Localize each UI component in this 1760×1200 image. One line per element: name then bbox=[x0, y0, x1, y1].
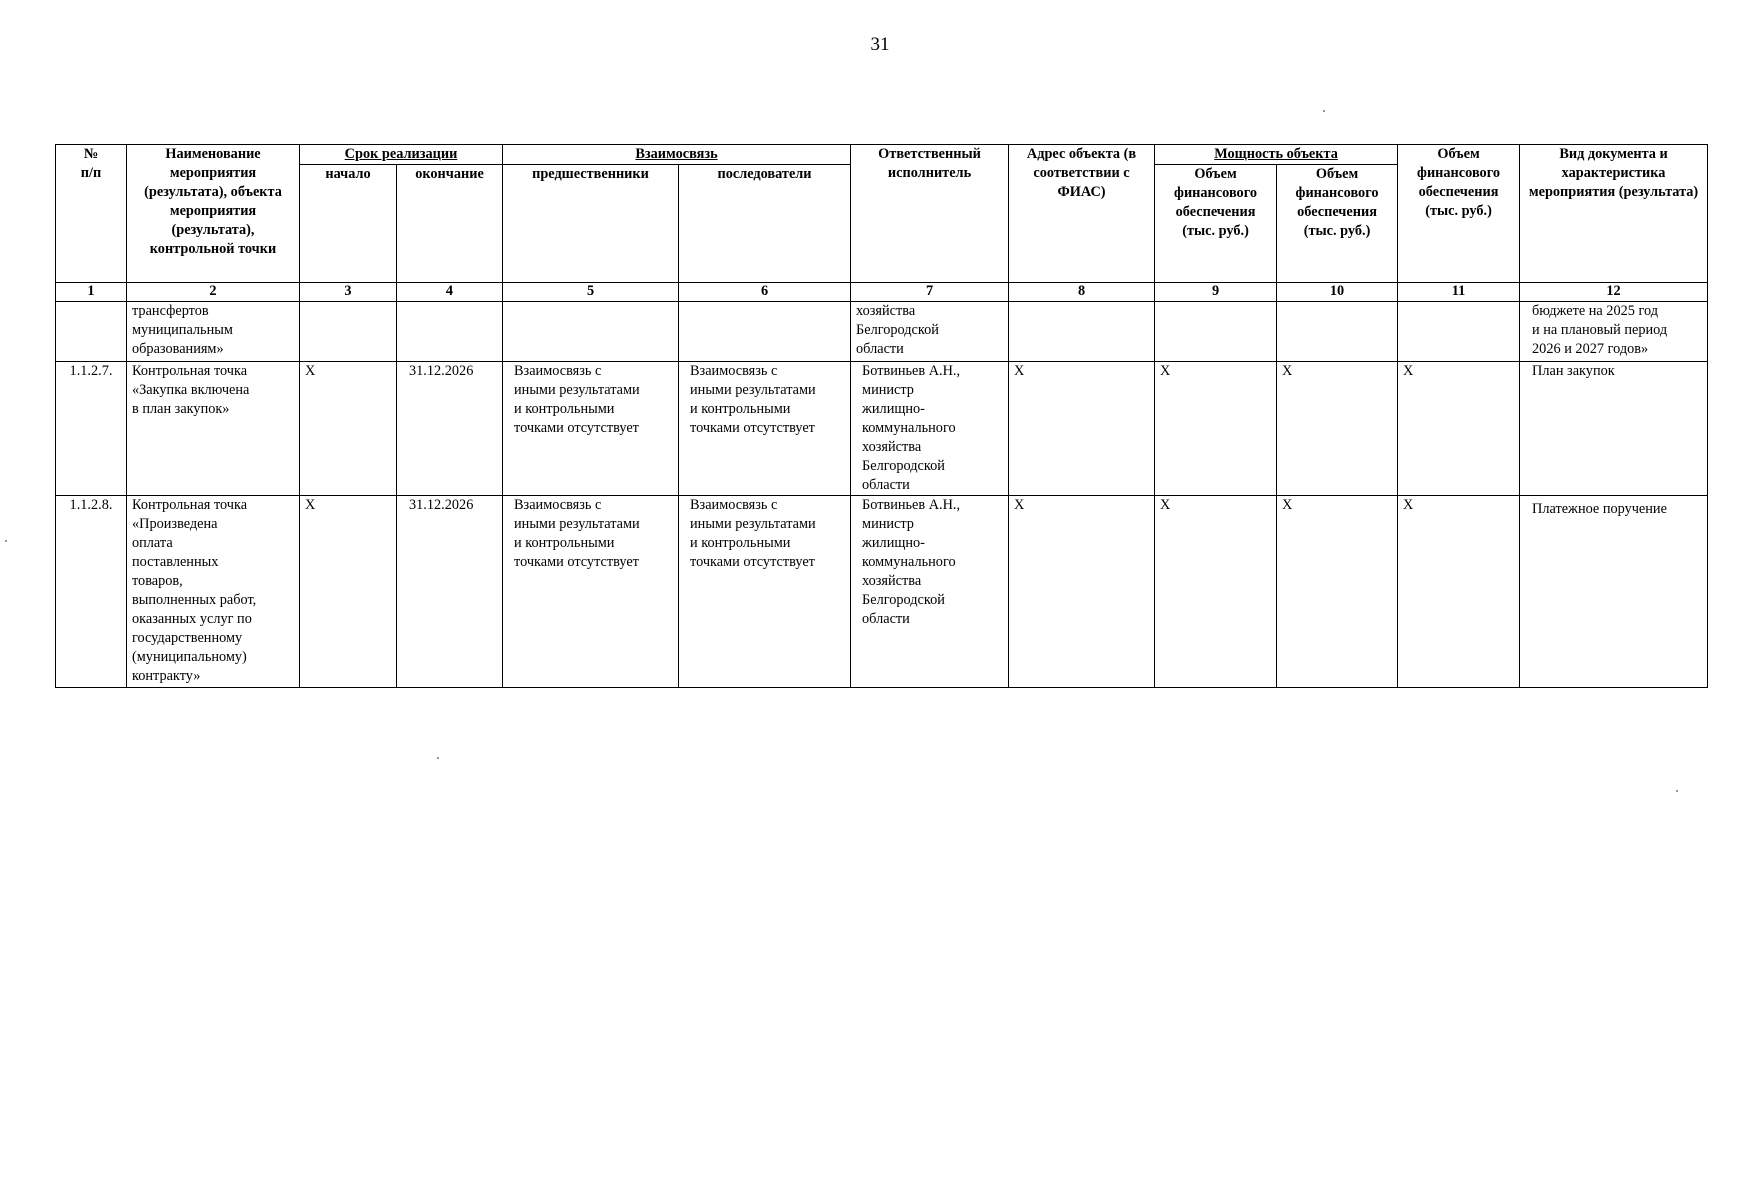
header-term-end: окончание bbox=[397, 165, 503, 283]
row-address bbox=[1009, 302, 1155, 362]
row-cap-b: Х bbox=[1277, 362, 1398, 496]
header-address: Адрес объекта (в соответствии с ФИАС) bbox=[1009, 145, 1155, 283]
row-pred bbox=[503, 302, 679, 362]
row-responsible: Ботвиньев А.Н., министр жилищно- коммунального хозяйства Белгородской области bbox=[851, 496, 1009, 688]
row-end: 31.12.2026 bbox=[397, 496, 503, 688]
row-start bbox=[300, 302, 397, 362]
row-financing: Х bbox=[1398, 496, 1520, 688]
row-name: Контрольная точка «Закупка включена в план закупок» bbox=[127, 362, 300, 496]
row-address: Х bbox=[1009, 362, 1155, 496]
table-row bbox=[56, 362, 1708, 496]
scan-speck bbox=[5, 540, 7, 542]
row-responsible: Ботвиньев А.Н., министр жилищно- коммунального хозяйства Белгородской области bbox=[851, 362, 1009, 496]
row-end: 31.12.2026 bbox=[397, 362, 503, 496]
scan-speck bbox=[1676, 790, 1678, 792]
scan-speck bbox=[437, 757, 439, 759]
column-number: 4 bbox=[397, 283, 503, 302]
scan-speck bbox=[1323, 110, 1325, 112]
row-start: Х bbox=[300, 362, 397, 496]
header-doc-type: Вид документа и характеристика мероприятия (результата) bbox=[1520, 145, 1708, 283]
header-term-start: начало bbox=[300, 165, 397, 283]
column-number: 3 bbox=[300, 283, 397, 302]
row-succ: Взаимосвязь с иными результатами и контрольными точками отсутствует bbox=[679, 362, 851, 496]
row-code: 1.1.2.7. bbox=[56, 362, 127, 496]
header-term: Срок реализации bbox=[300, 145, 503, 165]
row-responsible: хозяйства Белгородской области bbox=[851, 302, 1009, 362]
header-financing: Объем финансового обеспечения (тыс. руб.) bbox=[1398, 145, 1520, 283]
row-pred: Взаимосвязь с иными результатами и контрольными точками отсутствует bbox=[503, 362, 679, 496]
page-number: 31 bbox=[870, 34, 890, 55]
column-number: 1 bbox=[56, 283, 127, 302]
row-end bbox=[397, 302, 503, 362]
row-cap-a: Х bbox=[1155, 362, 1277, 496]
row-doc: бюджете на 2025 год и на плановый период 2026 и 2027 годов» bbox=[1520, 302, 1708, 362]
row-start: Х bbox=[300, 496, 397, 688]
row-doc: План закупок bbox=[1520, 362, 1708, 496]
row-address: Х bbox=[1009, 496, 1155, 688]
column-number: 11 bbox=[1398, 283, 1520, 302]
row-code bbox=[56, 302, 127, 362]
header-capacity: Мощность объекта bbox=[1155, 145, 1398, 165]
header-name: Наименование мероприятия (результата), объекта мероприятия (результата), контрольной точки bbox=[127, 145, 300, 283]
table-body bbox=[56, 302, 1708, 688]
row-name: трансфертов муниципальным образованиям» bbox=[127, 302, 300, 362]
row-code: 1.1.2.8. bbox=[56, 496, 127, 688]
table-row bbox=[56, 302, 1708, 362]
row-pred: Взаимосвязь с иными результатами и контрольными точками отсутствует bbox=[503, 496, 679, 688]
row-financing: Х bbox=[1398, 362, 1520, 496]
row-succ: Взаимосвязь с иными результатами и контрольными точками отсутствует bbox=[679, 496, 851, 688]
activity-table bbox=[55, 144, 1708, 688]
row-cap-a: Х bbox=[1155, 496, 1277, 688]
header-capacity-a: Объем финансового обеспечения (тыс. руб.) bbox=[1155, 165, 1277, 283]
header-link-succ: последователи bbox=[679, 165, 851, 283]
header-num: № п/п bbox=[56, 145, 127, 283]
row-cap-b: Х bbox=[1277, 496, 1398, 688]
column-number: 9 bbox=[1155, 283, 1277, 302]
row-cap-b bbox=[1277, 302, 1398, 362]
column-number: 12 bbox=[1520, 283, 1708, 302]
table-header bbox=[56, 145, 1708, 302]
column-number: 10 bbox=[1277, 283, 1398, 302]
row-financing bbox=[1398, 302, 1520, 362]
column-number: 8 bbox=[1009, 283, 1155, 302]
table-row bbox=[56, 496, 1708, 688]
header-link: Взаимосвязь bbox=[503, 145, 851, 165]
row-name: Контрольная точка «Произведена оплата поставленных товаров, выполненных работ, оказанных услуг по государственному (муниципальному) контракту» bbox=[127, 496, 300, 688]
column-number-row bbox=[56, 283, 1708, 302]
row-succ bbox=[679, 302, 851, 362]
column-number: 6 bbox=[679, 283, 851, 302]
header-link-pred: предшественники bbox=[503, 165, 679, 283]
column-number: 2 bbox=[127, 283, 300, 302]
header-capacity-b: Объем финансового обеспечения (тыс. руб.) bbox=[1277, 165, 1398, 283]
row-cap-a bbox=[1155, 302, 1277, 362]
column-number: 5 bbox=[503, 283, 679, 302]
header-responsible: Ответственный исполнитель bbox=[851, 145, 1009, 283]
column-number: 7 bbox=[851, 283, 1009, 302]
row-doc: Платежное поручение bbox=[1520, 496, 1708, 688]
